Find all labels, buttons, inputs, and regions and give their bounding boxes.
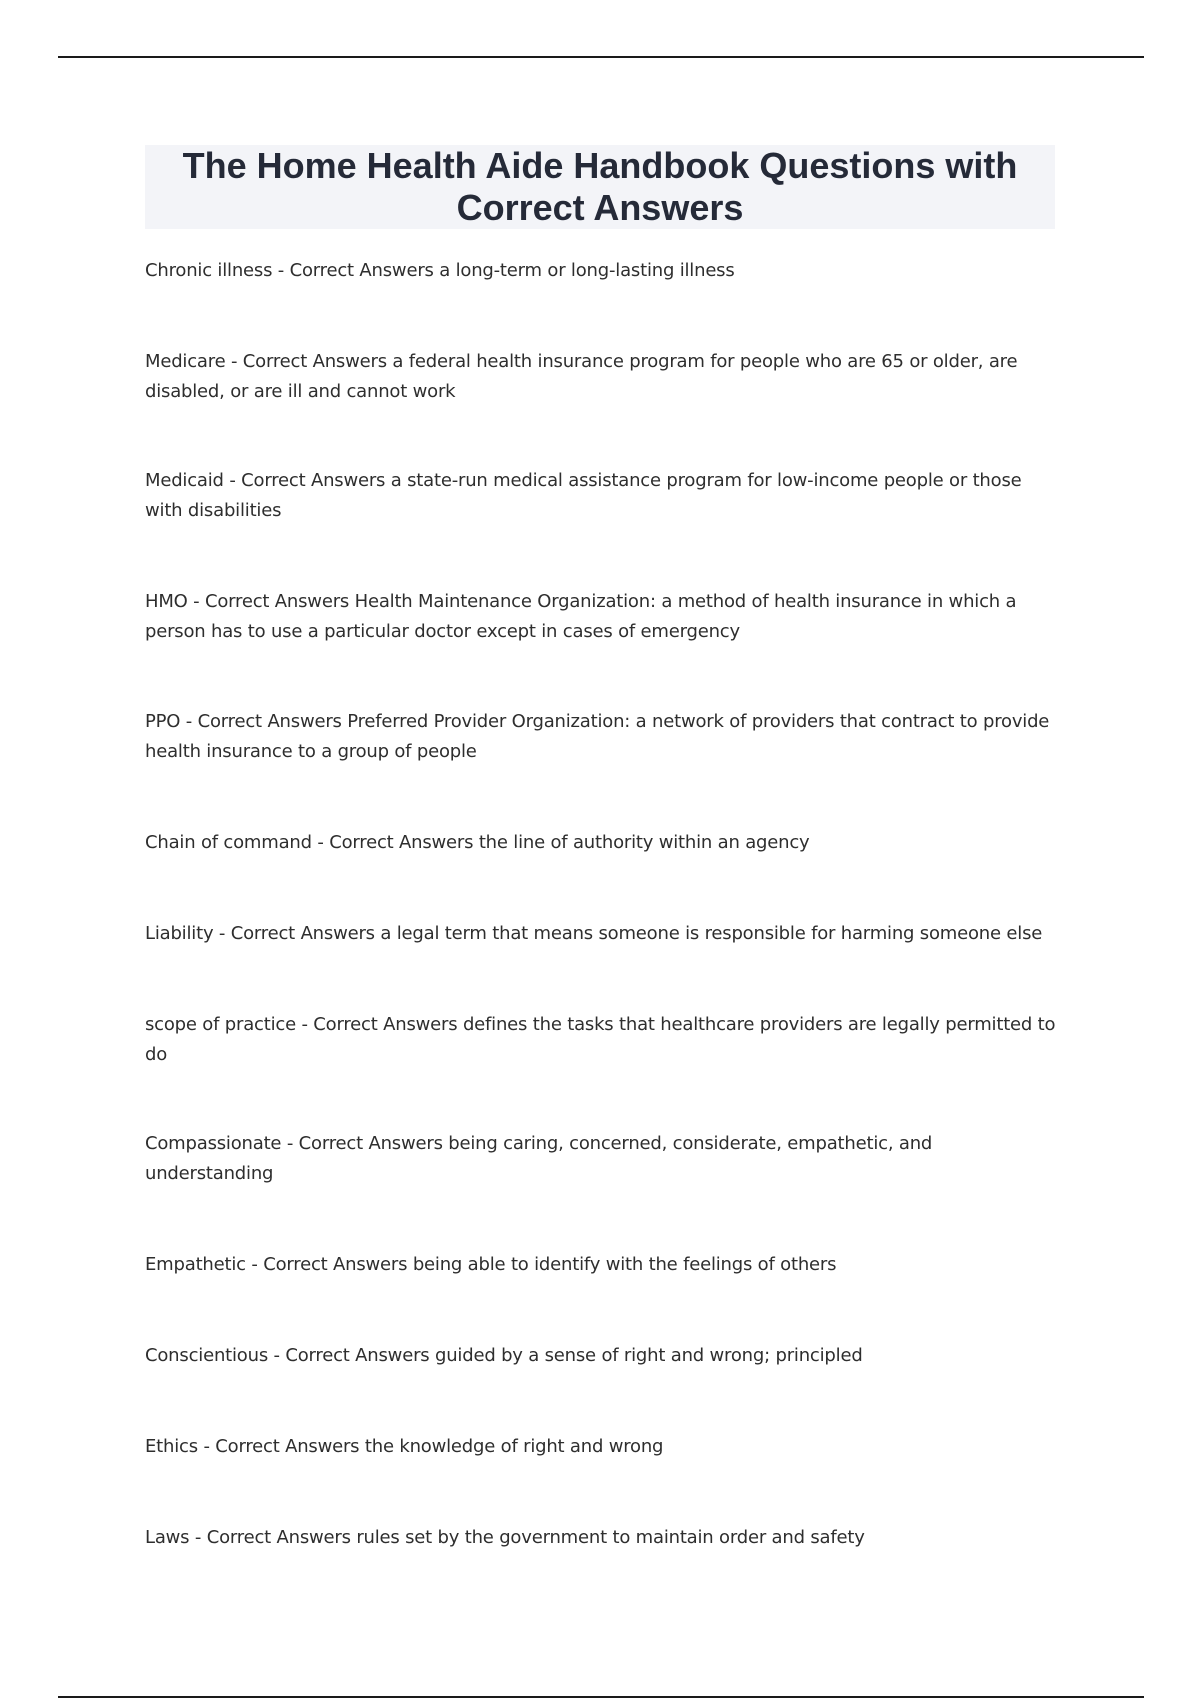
- qa-entry: [145, 1523, 1060, 1553]
- qa-answer-prefix: - Correct Answers: [272, 260, 440, 281]
- qa-answer-prefix: - Correct Answers: [295, 1014, 463, 1035]
- qa-answer-prefix: - Correct Answers: [189, 1527, 357, 1548]
- qa-answer: the knowledge of right and wrong: [364, 1436, 664, 1457]
- qa-term: Laws: [145, 1527, 190, 1548]
- qa-entry: [145, 347, 1060, 407]
- qa-term: scope of practice: [145, 1014, 296, 1035]
- qa-answer: a legal term that means someone is responsible for harming someone else: [380, 923, 1043, 944]
- qa-answer: rules set by the government to maintain order and safety: [356, 1527, 865, 1548]
- qa-answer: Health Maintenance Organization: a method of health insurance in which a person has to use a particular doctor except in cases of emergency: [145, 591, 1017, 642]
- qa-entry: [145, 828, 1060, 858]
- qa-answer-prefix: - Correct Answers: [311, 832, 479, 853]
- qa-answer-prefix: - Correct Answers: [197, 1436, 365, 1457]
- qa-answer-prefix: - Correct Answers: [281, 1133, 449, 1154]
- qa-entry: [145, 919, 1060, 949]
- qa-answer-prefix: - Correct Answers: [245, 1254, 413, 1275]
- qa-answer-prefix: - Correct Answers: [213, 923, 381, 944]
- qa-term: Medicaid: [145, 470, 224, 491]
- qa-term: Compassionate: [145, 1133, 282, 1154]
- qa-answer: the line of authority within an agency: [478, 832, 810, 853]
- qa-answer: a long-term or long-lasting illness: [439, 260, 735, 281]
- qa-answer: a state-run medical assistance program for low-income people or those with disabilities: [145, 470, 1022, 521]
- qa-entry: [145, 256, 1060, 286]
- qa-entry: [145, 1010, 1060, 1070]
- qa-entry: [145, 1432, 1060, 1462]
- qa-term: Chronic illness: [145, 260, 273, 281]
- qa-term: Liability: [145, 923, 214, 944]
- qa-answer-prefix: - Correct Answers: [187, 591, 355, 612]
- qa-entry: [145, 707, 1060, 767]
- top-rule: [58, 56, 1144, 58]
- qa-answer: being able to identify with the feelings of others: [412, 1254, 837, 1275]
- title-banner: [145, 145, 1055, 229]
- qa-answer: being caring, concerned, considerate, empathetic, and understanding: [145, 1133, 933, 1184]
- qa-entry: [145, 587, 1060, 647]
- qa-term: Ethics: [145, 1436, 198, 1457]
- page-title: The Home Health Aide Handbook Questions with Correct Answers: [182, 145, 1018, 228]
- qa-answer: Preferred Provider Organization: a network of providers that contract to provide health insurance to a group of people: [145, 711, 1050, 762]
- qa-term: Medicare: [145, 351, 226, 372]
- qa-term: Conscientious: [145, 1345, 269, 1366]
- qa-answer-prefix: - Correct Answers: [180, 711, 348, 732]
- qa-entry: [145, 466, 1060, 526]
- qa-term: Chain of command: [145, 832, 312, 853]
- qa-answer-prefix: - Correct Answers: [223, 470, 391, 491]
- bottom-rule: [58, 1696, 1144, 1698]
- qa-answer-prefix: - Correct Answers: [268, 1345, 435, 1366]
- qa-answer-prefix: - Correct Answers: [225, 351, 393, 372]
- qa-answer: defines the tasks that healthcare providers are legally permitted to do: [145, 1014, 1056, 1065]
- qa-answer: guided by a sense of right and wrong; principled: [434, 1345, 863, 1366]
- qa-term: PPO: [145, 711, 181, 732]
- qa-answer: a federal health insurance program for people who are 65 or older, are disabled, or are ill and cannot work: [145, 351, 1018, 402]
- qa-entry: [145, 1341, 1060, 1371]
- qa-entry: [145, 1250, 1060, 1280]
- qa-entry: [145, 1129, 1060, 1189]
- qa-term: Empathetic: [145, 1254, 246, 1275]
- qa-term: HMO: [145, 591, 188, 612]
